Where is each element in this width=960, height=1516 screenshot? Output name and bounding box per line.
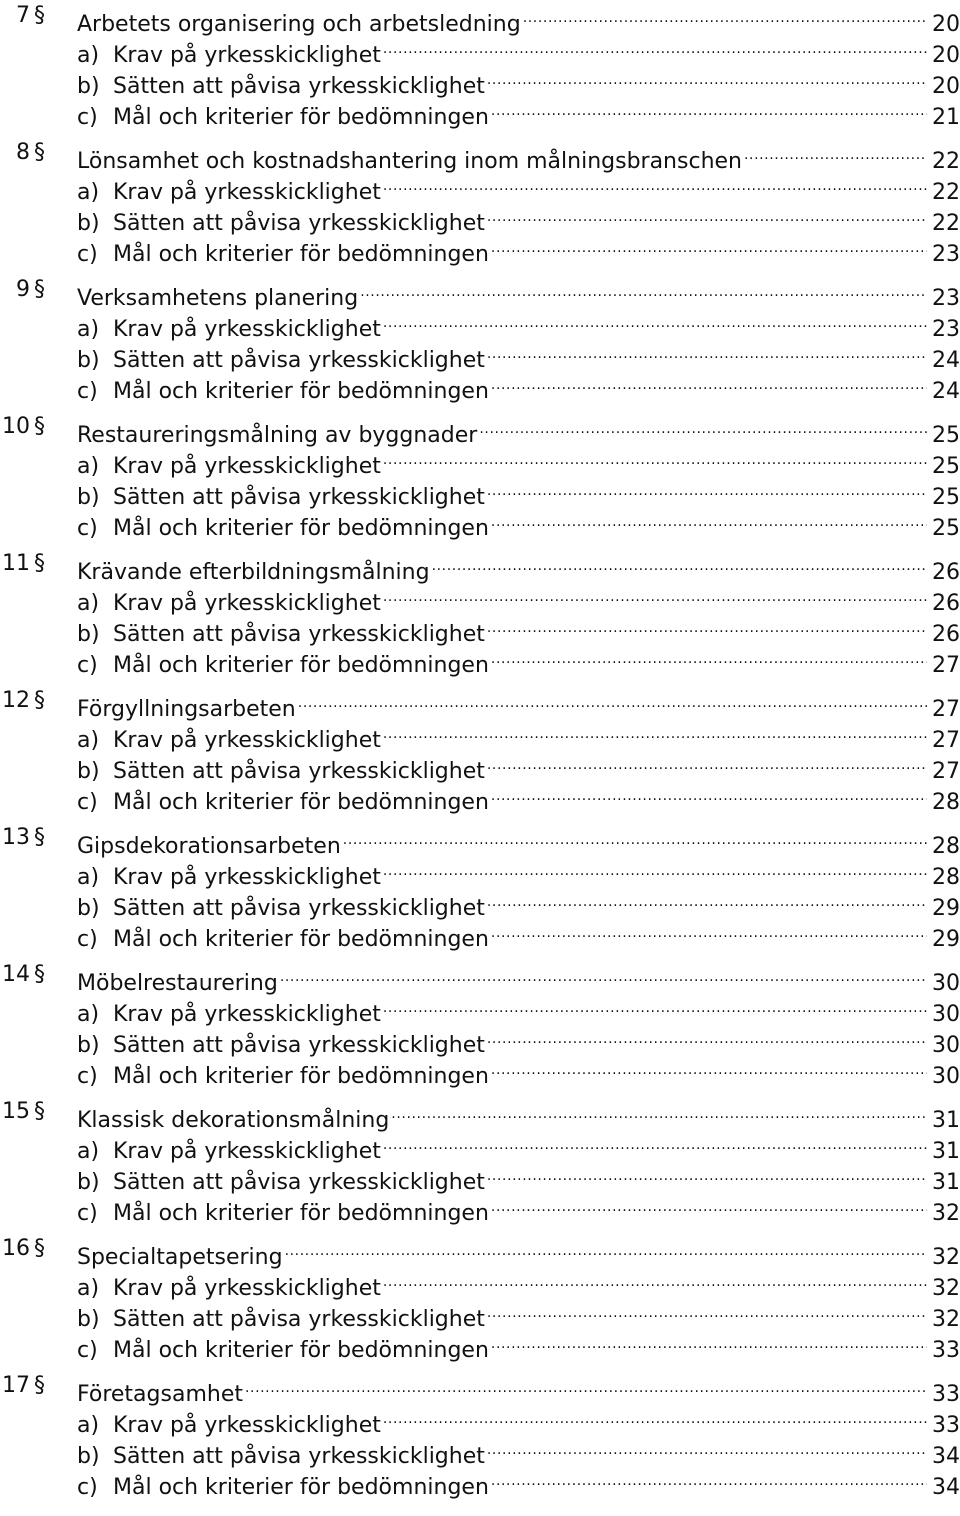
dot-leader xyxy=(487,884,927,915)
subitem-title: Krav på yrkesskicklighet xyxy=(113,1002,381,1027)
subitem-letter: a) xyxy=(77,1276,100,1301)
page-number: 33 xyxy=(932,1413,960,1438)
subitem-title: Krav på yrkesskicklighet xyxy=(113,180,381,205)
dot-leader xyxy=(391,1096,927,1127)
dot-leader xyxy=(491,93,927,124)
dot-leader xyxy=(487,1295,927,1326)
subitem-title: Mål och kriterier för bedömningen xyxy=(113,790,489,815)
toc-subitem[interactable] xyxy=(0,442,960,479)
toc-subitem[interactable] xyxy=(0,1463,960,1500)
toc-section-heading[interactable] xyxy=(0,959,960,996)
toc-subitem[interactable] xyxy=(0,579,960,616)
section-number: 15 xyxy=(2,1099,30,1124)
subitem-letter: b) xyxy=(77,348,100,373)
toc-section xyxy=(0,548,960,678)
toc-subitem[interactable] xyxy=(0,230,960,267)
toc-section-heading[interactable] xyxy=(0,137,960,174)
dot-leader xyxy=(487,336,927,367)
page-number: 28 xyxy=(932,790,960,815)
subitem-title: Sätten att påvisa yrkesskicklighet xyxy=(113,485,485,510)
subitem-letter: c) xyxy=(77,379,98,404)
toc-subitem[interactable] xyxy=(0,990,960,1027)
dot-leader xyxy=(383,31,927,62)
page-number: 27 xyxy=(932,653,960,678)
dot-leader xyxy=(491,1326,927,1357)
page-number: 30 xyxy=(932,1033,960,1058)
subitem-title: Mål och kriterier för bedömningen xyxy=(113,1201,489,1226)
page-number: 26 xyxy=(932,622,960,647)
section-symbol: § xyxy=(34,3,45,28)
toc-section-heading[interactable] xyxy=(0,1096,960,1133)
subitem-content xyxy=(77,230,960,270)
page-number: 22 xyxy=(932,180,960,205)
subitem-title: Sätten att påvisa yrkesskicklighet xyxy=(113,1170,485,1195)
dot-leader xyxy=(487,610,927,641)
page-number: 34 xyxy=(932,1475,960,1500)
dot-leader xyxy=(298,685,927,716)
toc-subitem[interactable] xyxy=(0,716,960,753)
dot-leader xyxy=(285,1233,927,1264)
subitem-letter: b) xyxy=(77,1444,100,1469)
page-number: 23 xyxy=(932,242,960,267)
page-number: 26 xyxy=(932,591,960,616)
subitem-title: Sätten att påvisa yrkesskicklighet xyxy=(113,211,485,236)
toc-subitem[interactable] xyxy=(0,1052,960,1089)
page-number: 31 xyxy=(932,1170,960,1195)
subitem-title: Mål och kriterier för bedömningen xyxy=(113,105,489,130)
section-number: 16 xyxy=(2,1236,30,1261)
subitem-content xyxy=(77,641,960,681)
section-number: 14 xyxy=(2,962,30,987)
subitem-letter: a) xyxy=(77,1139,100,1164)
page-number: 33 xyxy=(932,1382,960,1407)
subitem-title: Sätten att påvisa yrkesskicklighet xyxy=(113,759,485,784)
subitem-letter: c) xyxy=(77,1475,98,1500)
subitem-title: Krav på yrkesskicklighet xyxy=(113,865,381,890)
subitem-content xyxy=(77,915,960,955)
dot-leader xyxy=(491,367,927,398)
toc-subitem[interactable] xyxy=(0,336,960,373)
toc-subitem[interactable] xyxy=(0,367,960,404)
subitem-letter: c) xyxy=(77,516,98,541)
page-number: 31 xyxy=(932,1139,960,1164)
dot-leader xyxy=(491,504,927,535)
dot-leader xyxy=(383,853,927,884)
subitem-title: Sätten att påvisa yrkesskicklighet xyxy=(113,622,485,647)
dot-leader xyxy=(487,747,927,778)
toc-subitem[interactable] xyxy=(0,853,960,890)
page-number: 29 xyxy=(932,927,960,952)
toc-section-heading[interactable] xyxy=(0,1370,960,1407)
page-number: 31 xyxy=(932,1108,960,1133)
toc-subitem[interactable] xyxy=(0,1401,960,1438)
dot-leader xyxy=(487,1021,927,1052)
subitem-title: Mål och kriterier för bedömningen xyxy=(113,379,489,404)
toc-subitem[interactable] xyxy=(0,1264,960,1301)
dot-leader xyxy=(491,915,927,946)
subitem-content xyxy=(77,1189,960,1229)
dot-leader xyxy=(744,137,927,168)
dot-leader xyxy=(280,959,927,990)
section-title: Klassisk dekorationsmålning xyxy=(77,1108,390,1133)
subitem-letter: b) xyxy=(77,896,100,921)
toc-subitem[interactable] xyxy=(0,62,960,99)
toc-subitem[interactable] xyxy=(0,473,960,510)
subitem-letter: b) xyxy=(77,1307,100,1332)
subitem-letter: c) xyxy=(77,1064,98,1089)
dot-leader xyxy=(245,1370,927,1401)
subitem-letter: a) xyxy=(77,317,100,342)
toc-section-heading[interactable] xyxy=(0,1233,960,1270)
subitem-content xyxy=(77,1463,960,1503)
subitem-title: Krav på yrkesskicklighet xyxy=(113,591,381,616)
subitem-title: Sätten att påvisa yrkesskicklighet xyxy=(113,896,485,921)
subitem-letter: b) xyxy=(77,74,100,99)
subitem-content xyxy=(77,1052,960,1092)
section-number: 12 xyxy=(2,688,30,713)
section-symbol: § xyxy=(34,414,45,439)
subitem-title: Mål och kriterier för bedömningen xyxy=(113,1064,489,1089)
subitem-letter: a) xyxy=(77,1413,100,1438)
page-number: 20 xyxy=(932,12,960,37)
toc-section xyxy=(0,0,960,130)
page-number: 22 xyxy=(932,211,960,236)
section-title: Gipsdekorationsarbeten xyxy=(77,834,341,859)
section-symbol: § xyxy=(34,140,45,165)
subitem-letter: a) xyxy=(77,454,100,479)
page-number: 24 xyxy=(932,348,960,373)
section-title: Krävande efterbildningsmålning xyxy=(77,560,430,585)
dot-leader xyxy=(491,230,927,261)
subitem-content xyxy=(77,93,960,133)
toc-subitem[interactable] xyxy=(0,1295,960,1332)
section-number: 9 xyxy=(16,277,30,302)
toc-section xyxy=(0,137,960,267)
toc-section xyxy=(0,1370,960,1500)
toc-subitem[interactable] xyxy=(0,199,960,236)
page-number: 29 xyxy=(932,896,960,921)
dot-leader xyxy=(487,1432,927,1463)
toc-subitem[interactable] xyxy=(0,1432,960,1469)
toc-section-heading[interactable] xyxy=(0,685,960,722)
dot-leader xyxy=(360,274,927,305)
section-symbol: § xyxy=(34,1099,45,1124)
subitem-letter: a) xyxy=(77,591,100,616)
section-symbol: § xyxy=(34,962,45,987)
section-title: Specialtapetsering xyxy=(77,1245,283,1270)
section-title: Möbelrestaurering xyxy=(77,971,278,996)
toc-subitem[interactable] xyxy=(0,93,960,130)
page-number: 30 xyxy=(932,1064,960,1089)
toc-subitem[interactable] xyxy=(0,610,960,647)
section-number: 8 xyxy=(16,140,30,165)
subitem-title: Sätten att påvisa yrkesskicklighet xyxy=(113,1307,485,1332)
dot-leader xyxy=(383,1127,927,1158)
subitem-title: Krav på yrkesskicklighet xyxy=(113,1276,381,1301)
page-number: 26 xyxy=(932,560,960,585)
subitem-letter: a) xyxy=(77,43,100,68)
subitem-letter: a) xyxy=(77,728,100,753)
dot-leader xyxy=(487,1158,927,1189)
section-number: 17 xyxy=(2,1373,30,1398)
page-number: 21 xyxy=(932,105,960,130)
page-number: 25 xyxy=(932,485,960,510)
dot-leader xyxy=(432,548,927,579)
subitem-letter: c) xyxy=(77,790,98,815)
subitem-title: Sätten att påvisa yrkesskicklighet xyxy=(113,1444,485,1469)
page-number: 32 xyxy=(932,1201,960,1226)
dot-leader xyxy=(343,822,927,853)
toc-subitem[interactable] xyxy=(0,1158,960,1195)
toc-section xyxy=(0,685,960,815)
page-number: 30 xyxy=(932,971,960,996)
subitem-title: Sätten att påvisa yrkesskicklighet xyxy=(113,1033,485,1058)
subitem-letter: b) xyxy=(77,622,100,647)
dot-leader xyxy=(383,990,927,1021)
subitem-letter: c) xyxy=(77,1201,98,1226)
section-number: 11 xyxy=(2,551,30,576)
page-number: 30 xyxy=(932,1002,960,1027)
page-number: 25 xyxy=(932,423,960,448)
subitem-title: Krav på yrkesskicklighet xyxy=(113,728,381,753)
dot-leader xyxy=(491,1463,927,1494)
toc-section-heading[interactable] xyxy=(0,274,960,311)
section-title: Arbetets organisering och arbetsledning xyxy=(77,12,521,37)
subitem-content xyxy=(77,778,960,818)
toc-section xyxy=(0,411,960,541)
toc-subitem[interactable] xyxy=(0,915,960,952)
subitem-letter: b) xyxy=(77,1170,100,1195)
subitem-letter: c) xyxy=(77,927,98,952)
section-symbol: § xyxy=(34,688,45,713)
page-number: 34 xyxy=(932,1444,960,1469)
page-number: 28 xyxy=(932,834,960,859)
section-symbol: § xyxy=(34,825,45,850)
subitem-title: Krav på yrkesskicklighet xyxy=(113,1139,381,1164)
subitem-letter: c) xyxy=(77,242,98,267)
toc-subitem[interactable] xyxy=(0,1189,960,1226)
page-number: 27 xyxy=(932,759,960,784)
dot-leader xyxy=(487,473,927,504)
subitem-content xyxy=(77,367,960,407)
page-number: 23 xyxy=(932,317,960,342)
page-number: 22 xyxy=(932,149,960,174)
subitem-letter: b) xyxy=(77,759,100,784)
section-number: 10 xyxy=(2,414,30,439)
subitem-letter: c) xyxy=(77,105,98,130)
dot-leader xyxy=(487,199,927,230)
subitem-title: Sätten att påvisa yrkesskicklighet xyxy=(113,348,485,373)
section-number: 7 xyxy=(16,3,30,28)
toc-section xyxy=(0,1233,960,1363)
dot-leader xyxy=(491,778,927,809)
subitem-title: Mål och kriterier för bedömningen xyxy=(113,927,489,952)
page-number: 24 xyxy=(932,379,960,404)
page-number: 23 xyxy=(932,286,960,311)
section-symbol: § xyxy=(34,1236,45,1261)
toc-section xyxy=(0,274,960,404)
toc-subitem[interactable] xyxy=(0,504,960,541)
page-number: 20 xyxy=(932,43,960,68)
subitem-letter: c) xyxy=(77,653,98,678)
toc-subitem[interactable] xyxy=(0,1326,960,1363)
subitem-letter: a) xyxy=(77,865,100,890)
toc-section-heading[interactable] xyxy=(0,0,960,37)
subitem-title: Krav på yrkesskicklighet xyxy=(113,454,381,479)
page-number: 27 xyxy=(932,728,960,753)
dot-leader xyxy=(383,168,927,199)
page-number: 20 xyxy=(932,74,960,99)
subitem-content xyxy=(77,504,960,544)
section-number: 13 xyxy=(2,825,30,850)
page-number: 32 xyxy=(932,1245,960,1270)
toc-section xyxy=(0,1096,960,1226)
subitem-title: Sätten att påvisa yrkesskicklighet xyxy=(113,74,485,99)
section-symbol: § xyxy=(34,551,45,576)
dot-leader xyxy=(383,1264,927,1295)
page-number: 27 xyxy=(932,697,960,722)
toc-subitem[interactable] xyxy=(0,168,960,205)
dot-leader xyxy=(487,62,927,93)
dot-leader xyxy=(383,579,927,610)
toc-subitem[interactable] xyxy=(0,747,960,784)
toc-section-heading[interactable] xyxy=(0,548,960,585)
subitem-title: Krav på yrkesskicklighet xyxy=(113,1413,381,1438)
toc-subitem[interactable] xyxy=(0,884,960,921)
subitem-title: Mål och kriterier för bedömningen xyxy=(113,516,489,541)
subitem-letter: b) xyxy=(77,485,100,510)
section-title: Verksamhetens planering xyxy=(77,286,359,311)
page-number: 32 xyxy=(932,1276,960,1301)
subitem-title: Krav på yrkesskicklighet xyxy=(113,317,381,342)
dot-leader xyxy=(383,442,927,473)
subitem-title: Krav på yrkesskicklighet xyxy=(113,43,381,68)
subitem-content xyxy=(77,1326,960,1366)
toc-section xyxy=(0,959,960,1089)
toc-subitem[interactable] xyxy=(0,305,960,342)
dot-leader xyxy=(479,411,927,442)
toc-section xyxy=(0,822,960,952)
dot-leader xyxy=(523,0,927,31)
section-title: Förgyllningsarbeten xyxy=(77,697,296,722)
dot-leader xyxy=(491,641,927,672)
dot-leader xyxy=(383,716,927,747)
toc-subitem[interactable] xyxy=(0,31,960,68)
toc-subitem[interactable] xyxy=(0,641,960,678)
page-number: 32 xyxy=(932,1307,960,1332)
page-number: 28 xyxy=(932,865,960,890)
toc-section-heading[interactable] xyxy=(0,822,960,859)
section-title: Lönsamhet och kostnadshantering inom målningsbranschen xyxy=(77,149,742,174)
subitem-title: Mål och kriterier för bedömningen xyxy=(113,653,489,678)
toc-subitem[interactable] xyxy=(0,1021,960,1058)
subitem-letter: b) xyxy=(77,1033,100,1058)
subitem-title: Mål och kriterier för bedömningen xyxy=(113,1338,489,1363)
subitem-letter: a) xyxy=(77,1002,100,1027)
subitem-letter: a) xyxy=(77,180,100,205)
dot-leader xyxy=(383,1401,927,1432)
toc-section-heading[interactable] xyxy=(0,411,960,448)
page-number: 33 xyxy=(932,1338,960,1363)
section-title: Restaureringsmålning av byggnader xyxy=(77,423,478,448)
page-number: 25 xyxy=(932,454,960,479)
subitem-letter: c) xyxy=(77,1338,98,1363)
subitem-title: Mål och kriterier för bedömningen xyxy=(113,242,489,267)
subitem-title: Mål och kriterier för bedömningen xyxy=(113,1475,489,1500)
section-symbol: § xyxy=(34,1373,45,1398)
toc-subitem[interactable] xyxy=(0,778,960,815)
page-number: 25 xyxy=(932,516,960,541)
subitem-letter: b) xyxy=(77,211,100,236)
section-title: Företagsamhet xyxy=(77,1382,243,1407)
dot-leader xyxy=(491,1052,927,1083)
dot-leader xyxy=(491,1189,927,1220)
dot-leader xyxy=(383,305,927,336)
section-symbol: § xyxy=(34,277,45,302)
toc-subitem[interactable] xyxy=(0,1127,960,1164)
